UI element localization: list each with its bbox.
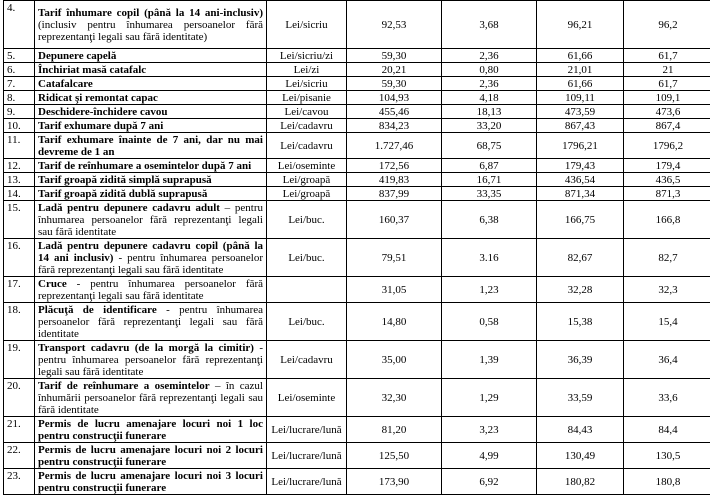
table-row [4, 119, 710, 133]
unit-of-measure: Lei/lucrare/lună [267, 443, 347, 469]
value-rounded: 1796,2 [624, 133, 710, 159]
service-description [35, 341, 267, 379]
table-row [4, 239, 710, 277]
value-rounded: 871,3 [624, 187, 710, 201]
value-total: 82,67 [537, 239, 624, 277]
service-name: Depunere capelă [38, 50, 116, 62]
value-base: 172,56 [347, 159, 442, 173]
table-row [4, 187, 710, 201]
value-total: 32,28 [537, 277, 624, 303]
row-number: 17. [4, 277, 35, 303]
row-number: 5. [4, 49, 35, 63]
value-base: 31,05 [347, 277, 442, 303]
service-note: – pentru înhumarea persoanelor fără reprezentanţi legali sau fără identitate [38, 202, 263, 238]
value-total: 1796,21 [537, 133, 624, 159]
service-description [35, 239, 267, 277]
service-name: Tarif de reînhumare a osemintelor [38, 380, 210, 392]
value-total: 21,01 [537, 63, 624, 77]
row-number: 14. [4, 187, 35, 201]
row-number: 12. [4, 159, 35, 173]
value-rounded: 21 [624, 63, 710, 77]
value-total: 84,43 [537, 417, 624, 443]
value-vat: 4,18 [442, 91, 537, 105]
unit-of-measure: Lei/cadavru [267, 341, 347, 379]
service-name: Deschidere-închidere cavou [38, 106, 167, 118]
value-total: 15,38 [537, 303, 624, 341]
service-note: - pentru înhumarea persoanelor fără reprezentanţi legali sau fără identitate [38, 252, 263, 276]
value-vat: 6,87 [442, 159, 537, 173]
row-number: 18. [4, 303, 35, 341]
table-row [4, 277, 710, 303]
value-vat: 33,35 [442, 187, 537, 201]
row-number: 22. [4, 443, 35, 469]
value-total: 96,21 [537, 1, 624, 49]
table-row [4, 159, 710, 173]
service-description [35, 469, 267, 495]
value-total: 473,59 [537, 105, 624, 119]
service-description [35, 91, 267, 105]
service-name: Tarif groapă zidită dublă suprapusă [38, 188, 207, 200]
value-base: 14,80 [347, 303, 442, 341]
value-vat: 3,68 [442, 1, 537, 49]
value-vat: 1,39 [442, 341, 537, 379]
service-name: Închiriat masă catafalc [38, 64, 146, 76]
unit-of-measure: Lei/sicriu [267, 1, 347, 49]
table-row [4, 303, 710, 341]
unit-of-measure: Lei/groapă [267, 173, 347, 187]
value-vat: 6,38 [442, 201, 537, 239]
value-base: 419,83 [347, 173, 442, 187]
value-base: 59,30 [347, 77, 442, 91]
row-number: 13. [4, 173, 35, 187]
value-vat: 33,20 [442, 119, 537, 133]
tariff-table [3, 0, 710, 495]
table-row [4, 91, 710, 105]
service-name: Permis de lucru amenajare locuri noi 3 locuri pentru construcţii funerare [38, 470, 263, 494]
value-rounded: 96,2 [624, 1, 710, 49]
value-base: 1.727,46 [347, 133, 442, 159]
service-name: Tarif exhumare după 7 ani [38, 120, 163, 132]
service-name: Ridicat şi remontat capac [38, 92, 158, 104]
table-row [4, 1, 710, 49]
service-name: Tarif înhumare copil (până la 14 ani-inclusiv) [38, 7, 263, 19]
value-vat: 0,58 [442, 303, 537, 341]
service-description [35, 105, 267, 119]
table-row [4, 443, 710, 469]
unit-of-measure: Lei/sicriu/zi [267, 49, 347, 63]
value-rounded: 33,6 [624, 379, 710, 417]
service-description [35, 417, 267, 443]
table-row [4, 63, 710, 77]
value-total: 61,66 [537, 77, 624, 91]
value-vat: 4,99 [442, 443, 537, 469]
value-total: 61,66 [537, 49, 624, 63]
service-name: Catafalcare [38, 78, 93, 90]
service-description [35, 187, 267, 201]
row-number: 10. [4, 119, 35, 133]
table-row [4, 49, 710, 63]
value-total: 871,34 [537, 187, 624, 201]
value-total: 180,82 [537, 469, 624, 495]
row-number: 15. [4, 201, 35, 239]
tariff-table-body [4, 1, 710, 495]
value-base: 125,50 [347, 443, 442, 469]
unit-of-measure: Lei/groapă [267, 187, 347, 201]
unit-of-measure: Lei/buc. [267, 239, 347, 277]
unit-of-measure: Lei/oseminte [267, 159, 347, 173]
value-rounded: 166,8 [624, 201, 710, 239]
value-vat: 0,80 [442, 63, 537, 77]
unit-of-measure: Lei/sicriu [267, 77, 347, 91]
value-rounded: 36,4 [624, 341, 710, 379]
value-vat: 1,23 [442, 277, 537, 303]
value-vat: 3,23 [442, 417, 537, 443]
unit-of-measure: Lei/zi [267, 63, 347, 77]
table-row [4, 133, 710, 159]
table-row [4, 77, 710, 91]
row-number: 11. [4, 133, 35, 159]
service-name: Transport cadavru (de la morgă la cimitir) [38, 342, 254, 354]
table-row [4, 379, 710, 417]
row-number: 20. [4, 379, 35, 417]
value-rounded: 82,7 [624, 239, 710, 277]
value-rounded: 109,1 [624, 91, 710, 105]
value-base: 160,37 [347, 201, 442, 239]
value-vat: 3.16 [442, 239, 537, 277]
service-name: Ladă pentru depunere cadavru adult [38, 202, 220, 214]
value-base: 837,99 [347, 187, 442, 201]
unit-of-measure [267, 277, 347, 303]
unit-of-measure: Lei/cadavru [267, 133, 347, 159]
value-rounded: 867,4 [624, 119, 710, 133]
value-total: 166,75 [537, 201, 624, 239]
table-row [4, 105, 710, 119]
unit-of-measure: Lei/oseminte [267, 379, 347, 417]
unit-of-measure: Lei/buc. [267, 303, 347, 341]
unit-of-measure: Lei/cavou [267, 105, 347, 119]
service-name: Tarif de reînhumare a osemintelor după 7 ani [38, 160, 251, 172]
value-base: 32,30 [347, 379, 442, 417]
row-number: 8. [4, 91, 35, 105]
value-rounded: 179,4 [624, 159, 710, 173]
value-total: 130,49 [537, 443, 624, 469]
value-rounded: 32,3 [624, 277, 710, 303]
service-name: Cruce [38, 278, 67, 290]
service-name: Permis de lucru amenajare locuri noi 1 loc pentru construcţii funerare [38, 418, 263, 442]
service-name: Ladă pentru depunere cadavru copil (până la 14 ani inclusiv) [38, 240, 263, 264]
value-total: 109,11 [537, 91, 624, 105]
value-rounded: 61,7 [624, 77, 710, 91]
value-base: 455,46 [347, 105, 442, 119]
value-rounded: 180,8 [624, 469, 710, 495]
service-note: - pentru înhumarea persoanelor fără reprezentanţi legali sau fără identitate [38, 278, 263, 302]
unit-of-measure: Lei/buc. [267, 201, 347, 239]
service-description [35, 49, 267, 63]
value-total: 36,39 [537, 341, 624, 379]
value-base: 92,53 [347, 1, 442, 49]
unit-of-measure: Lei/lucrare/lună [267, 469, 347, 495]
value-rounded: 61,7 [624, 49, 710, 63]
service-note: (inclusiv pentru înhumarea persoanelor fără reprezentanţi legali sau fără identitate) [38, 19, 263, 43]
value-total: 33,59 [537, 379, 624, 417]
value-vat: 6,92 [442, 469, 537, 495]
unit-of-measure: Lei/lucrare/lună [267, 417, 347, 443]
table-row [4, 417, 710, 443]
service-description [35, 303, 267, 341]
service-name: Plăcuţă de identificare [38, 304, 157, 316]
value-total: 179,43 [537, 159, 624, 173]
value-base: 81,20 [347, 417, 442, 443]
row-number: 21. [4, 417, 35, 443]
row-number: 9. [4, 105, 35, 119]
value-total: 867,43 [537, 119, 624, 133]
value-rounded: 130,5 [624, 443, 710, 469]
value-base: 59,30 [347, 49, 442, 63]
service-description [35, 173, 267, 187]
table-row [4, 341, 710, 379]
service-description [35, 379, 267, 417]
value-vat: 1,29 [442, 379, 537, 417]
service-description [35, 159, 267, 173]
value-vat: 2,36 [442, 77, 537, 91]
table-row [4, 173, 710, 187]
service-description [35, 277, 267, 303]
row-number: 19. [4, 341, 35, 379]
unit-of-measure: Lei/pisanie [267, 91, 347, 105]
row-number: 23. [4, 469, 35, 495]
service-note: - pentru înhumarea persoanelor fără reprezentanţi legali sau fără identitate [38, 342, 263, 378]
row-number: 6. [4, 63, 35, 77]
service-description [35, 201, 267, 239]
value-base: 104,93 [347, 91, 442, 105]
table-row [4, 469, 710, 495]
value-vat: 16,71 [442, 173, 537, 187]
value-base: 79,51 [347, 239, 442, 277]
service-description [35, 133, 267, 159]
service-name: Tarif groapă zidită simplă suprapusă [38, 174, 212, 186]
value-base: 834,23 [347, 119, 442, 133]
value-vat: 2,36 [442, 49, 537, 63]
value-vat: 18,13 [442, 105, 537, 119]
service-note: - pentru înhumarea persoanelor fără reprezentanţi legali sau fără identitate [38, 304, 263, 340]
value-rounded: 473,6 [624, 105, 710, 119]
service-description [35, 63, 267, 77]
value-base: 173,90 [347, 469, 442, 495]
value-vat: 68,75 [442, 133, 537, 159]
row-number: 16. [4, 239, 35, 277]
service-description [35, 119, 267, 133]
service-description [35, 443, 267, 469]
row-number: 4. [4, 1, 35, 49]
service-name: Tarif exhumare înainte de 7 ani, dar nu mai devreme de 1 an [38, 134, 263, 158]
value-base: 35,00 [347, 341, 442, 379]
unit-of-measure: Lei/cadavru [267, 119, 347, 133]
value-total: 436,54 [537, 173, 624, 187]
service-note: – în cazul înhumării persoanelor fără reprezentanţi legali sau fără identitate [38, 380, 263, 416]
table-row [4, 201, 710, 239]
value-base: 20,21 [347, 63, 442, 77]
value-rounded: 15,4 [624, 303, 710, 341]
service-description [35, 1, 267, 49]
service-name: Permis de lucru amenajare locuri noi 2 locuri pentru construcţii funerare [38, 444, 263, 468]
service-description [35, 77, 267, 91]
value-rounded: 436,5 [624, 173, 710, 187]
row-number: 7. [4, 77, 35, 91]
value-rounded: 84,4 [624, 417, 710, 443]
